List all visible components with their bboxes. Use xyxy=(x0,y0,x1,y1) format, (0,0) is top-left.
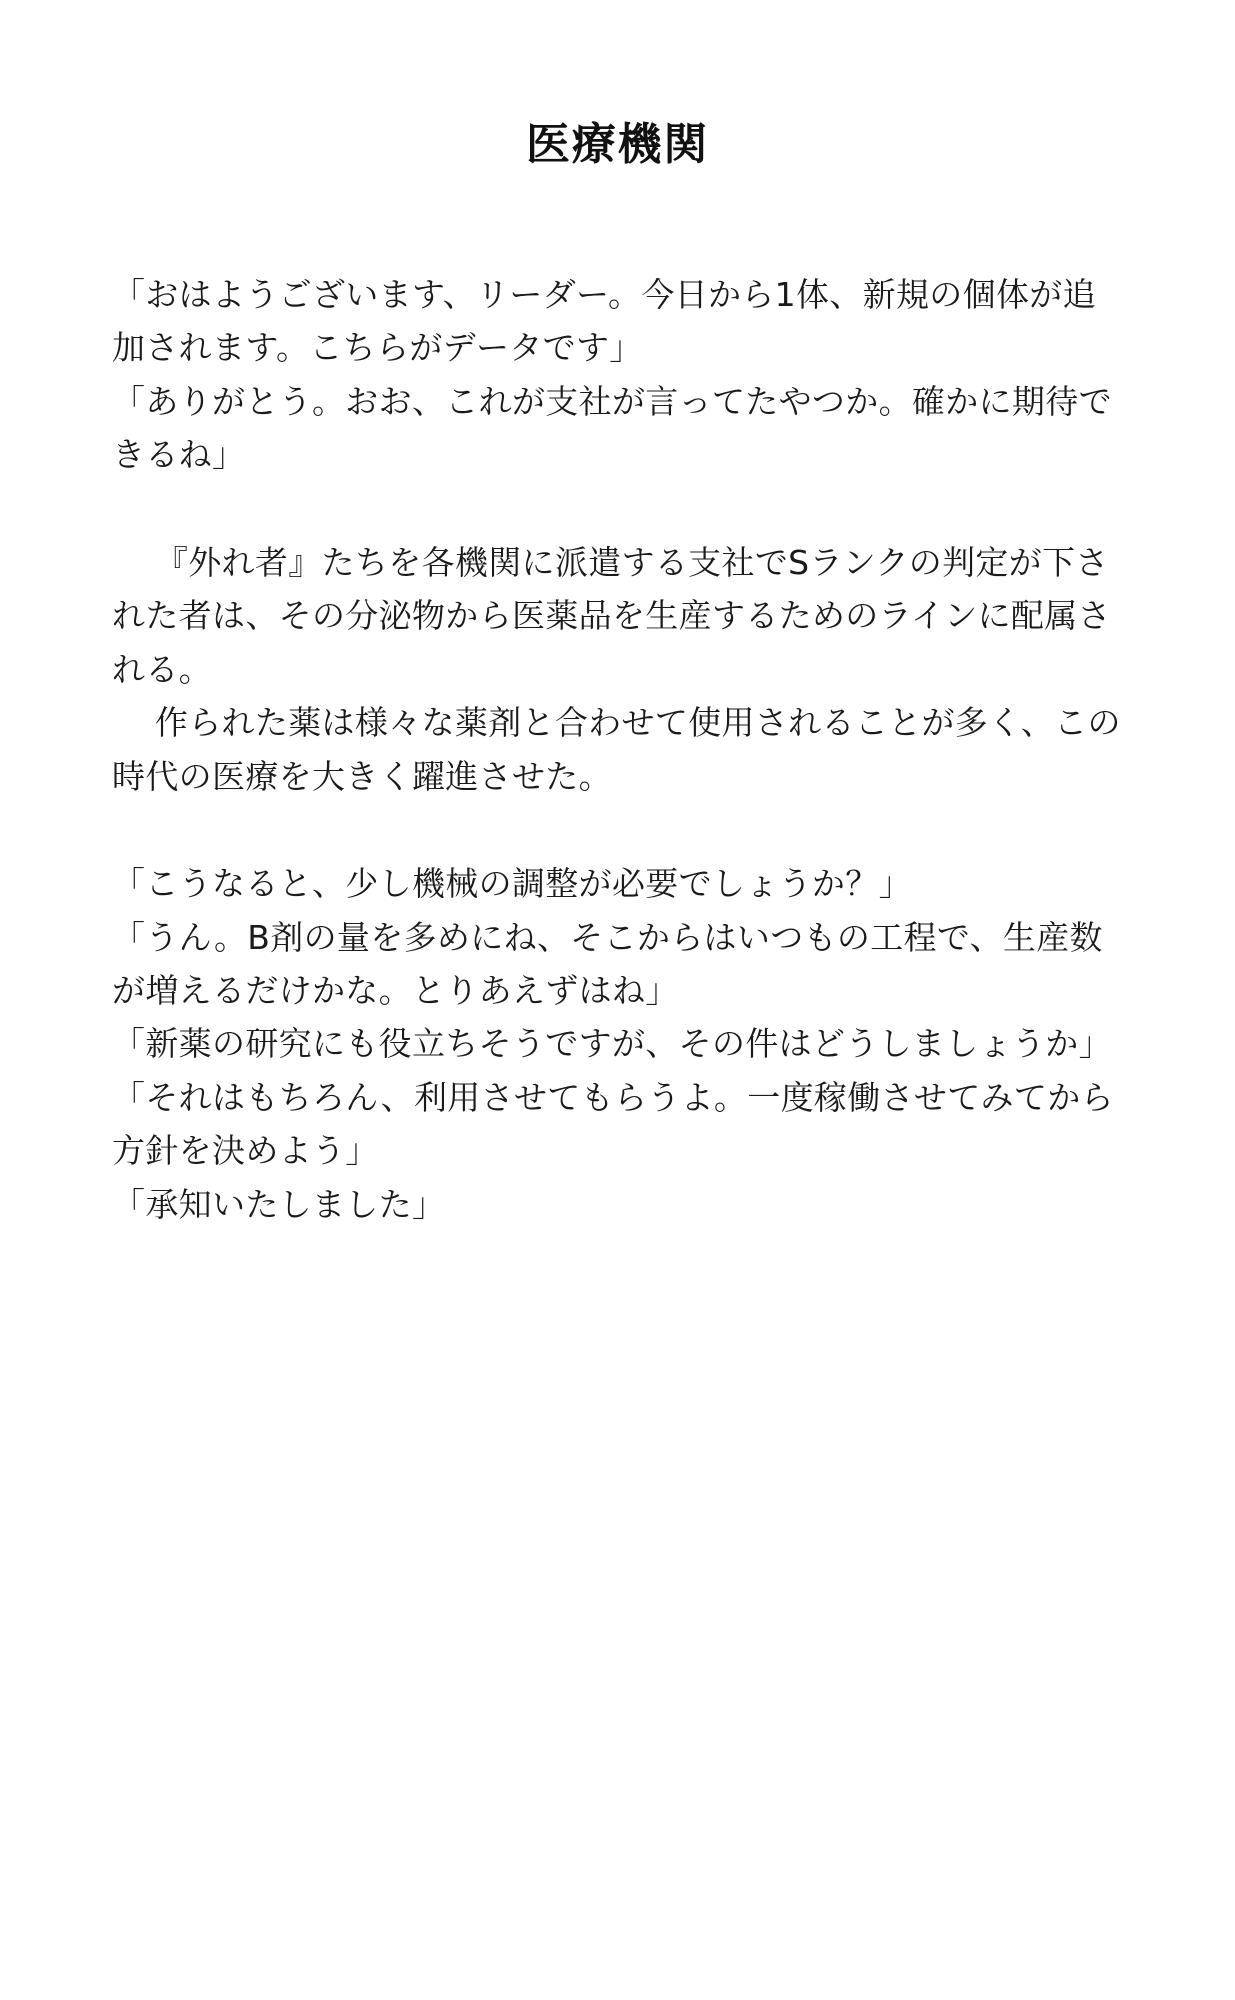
paragraph: 「ありがとう。おお、これが支社が言ってたやつか。確かに期待できるね」 xyxy=(112,381,1112,475)
dialogue-block-2 xyxy=(112,857,1123,1231)
paragraph: 「それはもちろん、利用させてもらうよ。一度稼働させてみてから方針を決めよう」 xyxy=(112,1077,1114,1171)
paragraph: 「承知いたしました」 xyxy=(112,1184,446,1224)
narration-block-1 xyxy=(112,536,1123,803)
dialogue-block-1 xyxy=(112,268,1123,482)
paragraph: 『外れ者』たちを各機関に派遣する支社でSランクの判定が下された者は、その分泌物から医薬品を生産するためのラインに配属される。 xyxy=(112,542,1111,689)
paragraph: 「新薬の研究にも役立ちそうですが、その件はどうしましょうか」 xyxy=(112,1024,1112,1064)
paragraph: 「うん。B剤の量を多めにね、そこからはいつもの工程で、生産数が増えるだけかな。とりあえずはね」 xyxy=(112,917,1103,1010)
paragraph: 作られた薬は様々な薬剤と合わせて使用されることが多く、この時代の医療を大きく躍進させた。 xyxy=(112,703,1121,796)
page-title: 医療機関 xyxy=(525,119,710,170)
paragraph: 「おはようございます、リーダー。今日から1体、新規の個体が追加されます。こちらがデータです」 xyxy=(112,275,1096,368)
paragraph: 「こうなると、少し機械の調整が必要でしょうか？」 xyxy=(112,864,912,904)
